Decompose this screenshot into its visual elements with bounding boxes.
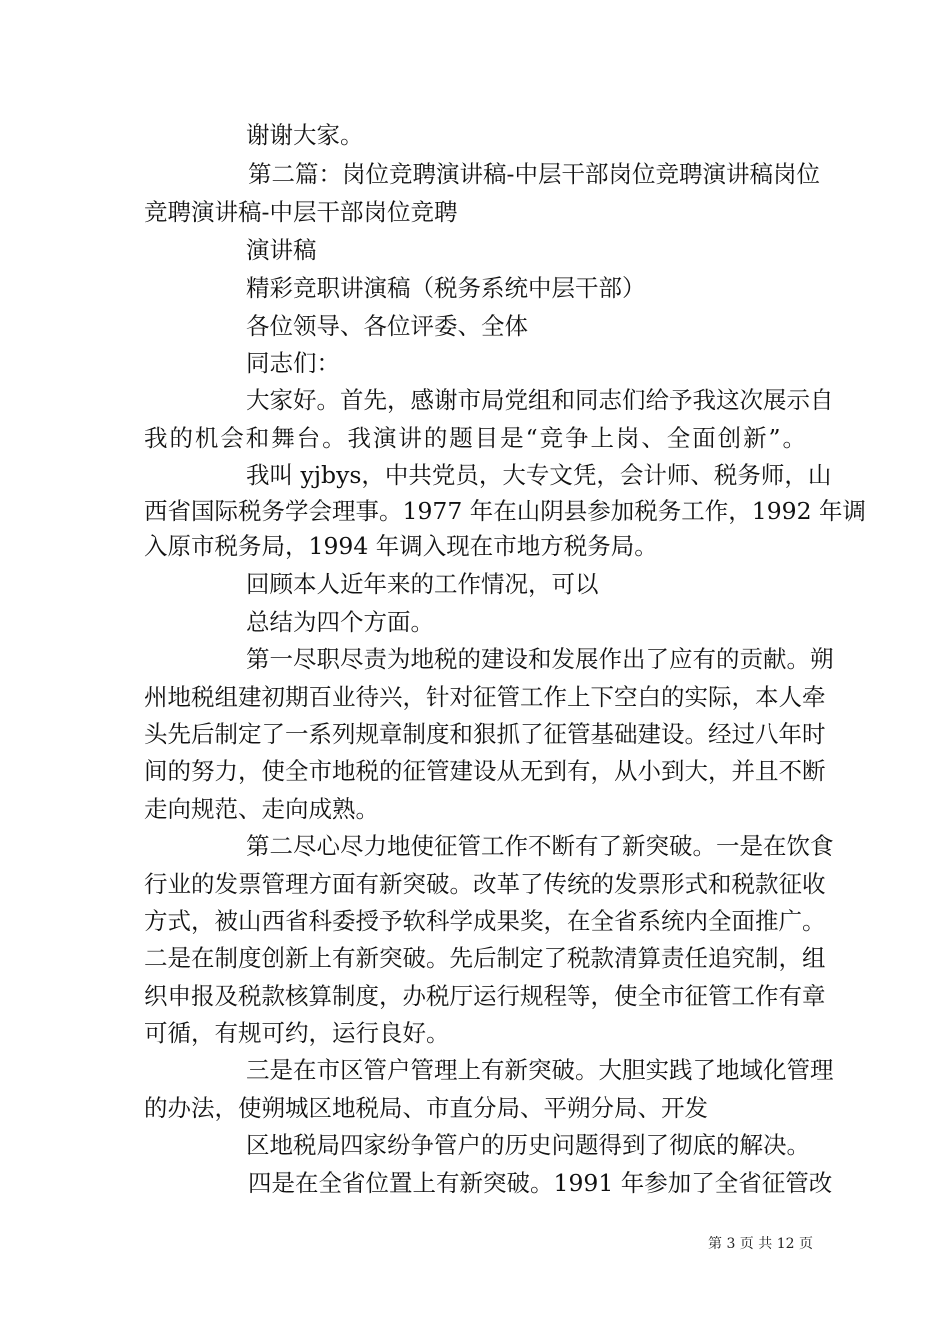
paragraph-line: 我的机会和舞台。我演讲的题目是“竞争上岗、全面创新”。 — [144, 424, 806, 452]
paragraph-line: 头先后制定了一系列规章制度和狠抓了征管基础建设。经过八年时 — [144, 720, 826, 748]
paragraph-line: 第一尽职尽责为地税的建设和发展作出了应有的贡献。朔 — [246, 645, 834, 673]
paragraph-line: 第二篇：岗位竞聘演讲稿-中层干部岗位竞聘演讲稿岗位 — [248, 160, 820, 188]
paragraph-line: 精彩竞职讲演稿（税务系统中层干部） — [246, 274, 646, 302]
paragraph-line: 三是在市区管户管理上有新突破。大胆实践了地域化管理 — [246, 1056, 834, 1084]
paragraph-line: 入原市税务局，1994 年调入现在市地方税务局。 — [144, 532, 658, 560]
paragraph-line: 方式，被山西省科委授予软科学成果奖，在全省系统内全面推广。 — [144, 907, 826, 935]
paragraph-line: 可循，有规可约，运行良好。 — [144, 1019, 450, 1047]
paragraph-line: 同志们： — [246, 349, 340, 377]
paragraph-line: 走向规范、走向成熟。 — [144, 795, 379, 823]
paragraph-line: 各位领导、各位评委、全体 — [246, 312, 528, 340]
paragraph-line: 的办法，使朔城区地税局、市直分局、平朔分局、开发 — [144, 1094, 708, 1122]
paragraph-line: 区地税局四家纷争管户的历史问题得到了彻底的解决。 — [246, 1131, 810, 1159]
paragraph-line: 总结为四个方面。 — [246, 608, 434, 636]
paragraph-line: 演讲稿 — [246, 236, 317, 264]
paragraph-line: 竞聘演讲稿-中层干部岗位竞聘 — [144, 198, 458, 226]
paragraph-line: 西省国际税务学会理事。1977 年在山阴县参加税务工作，1992 年调 — [144, 497, 867, 525]
paragraph-line: 间的努力，使全市地税的征管建设从无到有，从小到大，并且不断 — [144, 757, 826, 785]
paragraph-line: 回顾本人近年来的工作情况，可以 — [246, 570, 599, 598]
paragraph-line: 行业的发票管理方面有新突破。改革了传统的发票形式和税款征收 — [144, 870, 826, 898]
page-number: 第 3 页 共 12 页 — [708, 1236, 813, 1252]
paragraph-line: 织申报及税款核算制度，办税厅运行规程等，使全市征管工作有章 — [144, 982, 826, 1010]
paragraph-line: 大家好。首先，感谢市局党组和同志们给予我这次展示自 — [246, 386, 834, 414]
paragraph-line: 谢谢大家。 — [246, 121, 364, 149]
paragraph-line: 二是在制度创新上有新突破。先后制定了税款清算责任追究制，组 — [144, 944, 826, 972]
paragraph-line: 四是在全省位置上有新突破。1991 年参加了全省征管改 — [248, 1169, 833, 1197]
paragraph-line: 我叫 yjbys，中共党员，大专文凭，会计师、税务师，山 — [246, 461, 832, 489]
paragraph-line: 第二尽心尽力地使征管工作不断有了新突破。一是在饮食 — [246, 832, 834, 860]
paragraph-line: 州地税组建初期百业待兴，针对征管工作上下空白的实际，本人牵 — [144, 683, 826, 711]
